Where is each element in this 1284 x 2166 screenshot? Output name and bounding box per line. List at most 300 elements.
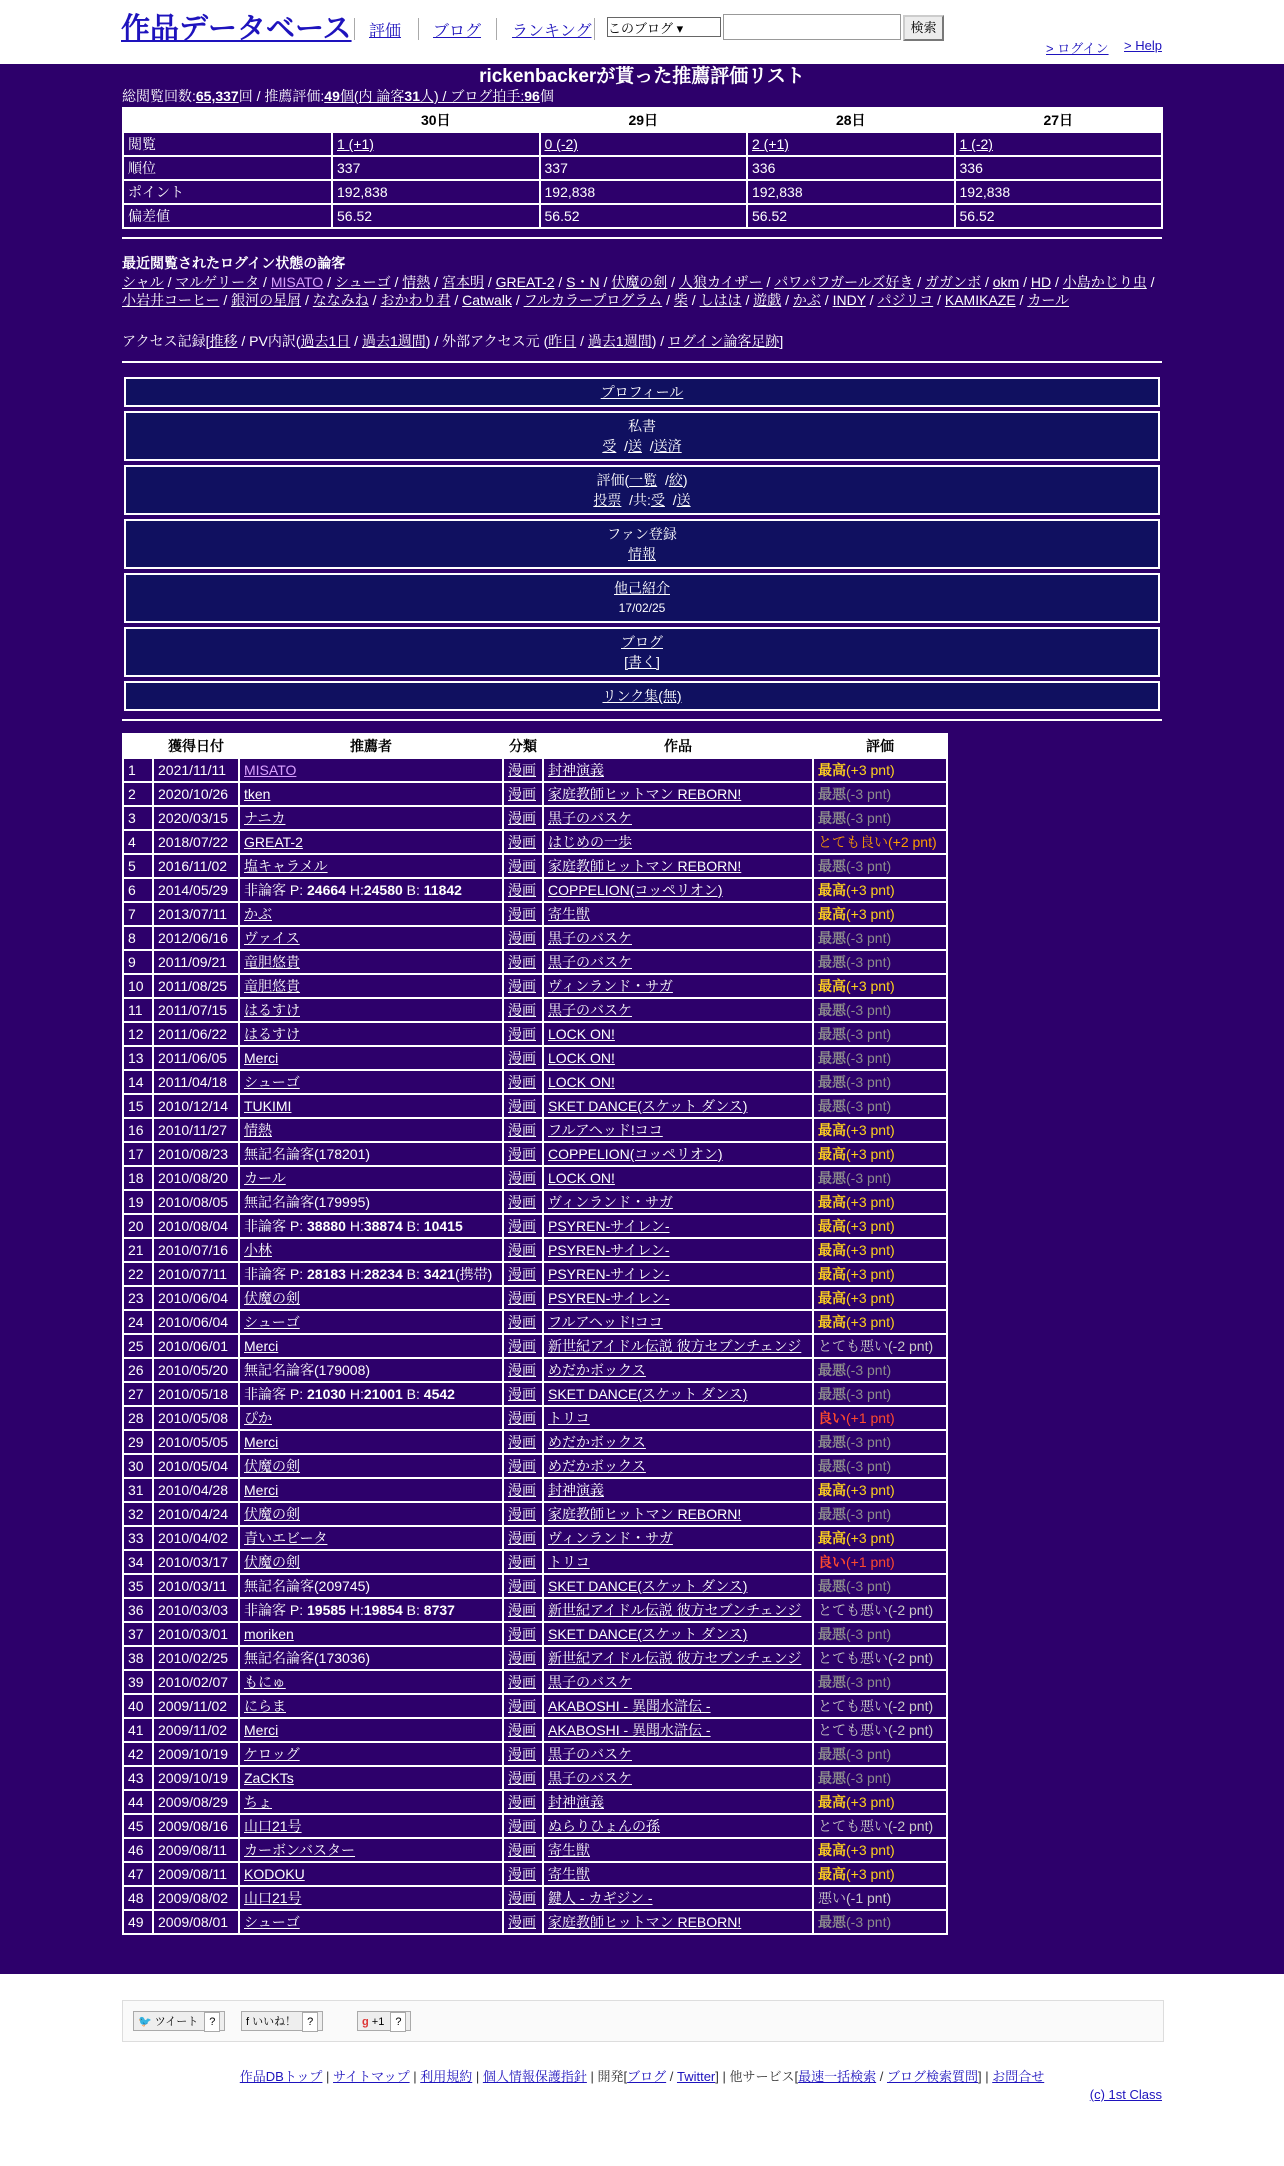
shared-send-link[interactable]: 送 [676, 492, 691, 508]
recommender-link[interactable]: Merci [244, 1050, 279, 1066]
row-number: 19 [123, 1190, 153, 1214]
work-link[interactable]: ぬらりひょんの孫 [548, 1818, 660, 1834]
category-link[interactable]: 漫画 [508, 1866, 536, 1882]
work-link[interactable]: AKABOSHI - 異聞水滸伝 - [548, 1722, 711, 1738]
category-link[interactable]: 漫画 [508, 1530, 536, 1546]
row-evaluation [813, 1886, 947, 1910]
category-link[interactable]: 漫画 [508, 858, 536, 874]
access-trend-link[interactable]: 推移 [209, 333, 238, 349]
work-link[interactable]: LOCK ON! [548, 1170, 615, 1186]
work-link[interactable]: PSYREN-サイレン- [548, 1266, 670, 1282]
footer-privacy-link[interactable]: 個人情報保護指針 [482, 2069, 587, 2084]
recommender-link[interactable]: Merci [244, 1482, 279, 1498]
category-link[interactable]: 漫画 [508, 1770, 536, 1786]
recommender-link[interactable]: ナニカ [244, 810, 286, 826]
work-link[interactable]: めだかボックス [548, 1362, 646, 1378]
category-link[interactable]: 漫画 [508, 1098, 536, 1114]
rating-filter-link[interactable]: 絞 [668, 472, 683, 488]
recommender-link[interactable]: ケロッグ [244, 1746, 300, 1762]
total-views-link[interactable]: 65,337 [195, 88, 239, 104]
recommender-link[interactable]: 伏魔の剣 [244, 1506, 300, 1522]
evaluation-points: (+3 pnt) [846, 1266, 895, 1282]
recent-user-link[interactable]: 宮本明 [441, 274, 484, 290]
work-link[interactable]: 黒子のバスケ [548, 1674, 632, 1690]
table-row [123, 1190, 947, 1214]
anonymous-label: 無記名論客(173036) [244, 1650, 371, 1666]
row-recommender [239, 1454, 503, 1478]
recent-user-link[interactable]: MISATO [270, 274, 324, 290]
evaluation-label: 最高 [818, 1866, 846, 1882]
evaluation-points: (+3 pnt) [846, 1242, 895, 1258]
footer-blog-search-link[interactable]: ブログ検索質問 [886, 2069, 978, 2084]
recommender-link[interactable]: はるすけ [244, 1026, 300, 1042]
footer-twitter-link[interactable]: Twitter [676, 2069, 716, 2084]
row-evaluation [813, 1742, 947, 1766]
table-row [123, 1886, 947, 1910]
work-link[interactable]: AKABOSHI - 異聞水滸伝 - [548, 1698, 711, 1714]
recommender-link[interactable]: シューゴ [244, 1914, 300, 1930]
recommender-link[interactable]: moriken [244, 1626, 294, 1642]
category-link[interactable]: 漫画 [508, 1338, 536, 1354]
recent-user-link[interactable]: フルカラープログラム [523, 292, 663, 308]
recommender-link[interactable]: シューゴ [244, 1074, 300, 1090]
work-link[interactable]: はじめの一歩 [548, 834, 632, 850]
recommender-link[interactable]: tken [244, 786, 271, 802]
recent-user-link[interactable]: ななみね [312, 292, 369, 308]
row-recommender [239, 1046, 503, 1070]
views-link[interactable]: 0 (-2) [544, 136, 578, 152]
row-category [503, 1334, 543, 1358]
row-number: 20 [123, 1214, 153, 1238]
category-link[interactable]: 漫画 [508, 762, 536, 778]
category-link[interactable]: 漫画 [508, 1002, 536, 1018]
login-link[interactable]: > ログイン [1046, 41, 1109, 56]
recommendations-table [122, 733, 948, 1935]
copyright[interactable]: (c) 1st Class [1089, 2087, 1162, 2102]
search-button[interactable]: 検索 [903, 15, 944, 41]
work-link[interactable]: 黒子のバスケ [548, 1770, 632, 1786]
category-link[interactable]: 漫画 [508, 1026, 536, 1042]
recent-user-link[interactable]: 伏魔の剣 [611, 274, 668, 290]
pv-1week-link[interactable]: 過去1週間 [361, 333, 426, 349]
category-link[interactable]: 漫画 [508, 978, 536, 994]
row-number: 5 [123, 854, 153, 878]
row-date: 2010/04/28 [153, 1478, 239, 1502]
row-evaluation [813, 1502, 947, 1526]
recommender-link[interactable]: シューゴ [244, 1314, 300, 1330]
recent-user-link[interactable]: パジリコ [877, 292, 934, 308]
category-link[interactable]: 漫画 [508, 1434, 536, 1450]
recent-user-link[interactable]: Catwalk [462, 292, 512, 308]
recommender-link[interactable]: 青いエビータ [244, 1530, 328, 1546]
row-category [503, 1862, 543, 1886]
evaluation-label: 最悪 [818, 1770, 846, 1786]
anonymous-label: 非論客 P: [244, 882, 308, 898]
recommender-link[interactable]: Merci [244, 1722, 279, 1738]
footer-top-link[interactable]: 作品DBトップ [239, 2069, 323, 2084]
recent-user-link[interactable]: S・N [566, 274, 600, 290]
work-link[interactable]: ヴィンランド・サガ [548, 978, 673, 994]
category-link[interactable]: 漫画 [508, 1746, 536, 1762]
views-link[interactable]: 2 (+1) [752, 136, 789, 152]
site-logo[interactable]: 作品データベース [121, 13, 352, 45]
row-work [543, 1622, 813, 1646]
recommender-link[interactable]: TUKIMI [244, 1098, 292, 1114]
recent-user-link[interactable]: パワパフガールズ好き [774, 274, 914, 290]
recent-user-link[interactable]: GREAT-2 [495, 274, 555, 290]
table-row [123, 1790, 947, 1814]
category-link[interactable]: 漫画 [508, 1506, 536, 1522]
links-link[interactable]: リンク集(無) [602, 688, 682, 704]
anon-h-value: 24580 [363, 882, 403, 898]
row-evaluation [813, 1526, 947, 1550]
row-number: 36 [123, 1598, 153, 1622]
category-link[interactable]: 漫画 [508, 1842, 536, 1858]
anonymous-label: 無記名論客(178201) [244, 1146, 371, 1162]
work-link[interactable]: 黒子のバスケ [548, 1002, 632, 1018]
recommender-link[interactable]: 竜胆悠貴 [244, 954, 300, 970]
category-link[interactable]: 漫画 [508, 954, 536, 970]
footer-contact-link[interactable]: お問合せ [992, 2069, 1045, 2084]
tweet-button[interactable]: 🐦 ツイート ? [133, 2011, 225, 2031]
nav-rating[interactable]: 評価 [369, 23, 402, 40]
recs-header: 分類 [503, 734, 543, 758]
recent-user-link[interactable]: 人狼カイザー [678, 274, 763, 290]
row-recommender [239, 1022, 503, 1046]
work-link[interactable]: フルアヘッド!ココ [548, 1122, 663, 1138]
category-link[interactable]: 漫画 [508, 786, 536, 802]
category-link[interactable]: 漫画 [508, 1458, 536, 1474]
recommender-link[interactable]: ヴァイス [244, 930, 300, 946]
row-category [503, 1886, 543, 1910]
row-category [503, 1430, 543, 1454]
recommender-link[interactable]: かぶ [244, 906, 272, 922]
evaluation-label: 最高 [818, 906, 846, 922]
evaluation-points: (-3 pnt) [846, 1578, 892, 1594]
work-link[interactable]: PSYREN-サイレン- [548, 1218, 670, 1234]
work-link[interactable]: 黒子のバスケ [548, 1746, 632, 1762]
menu-links [124, 681, 1160, 711]
work-link[interactable]: SKET DANCE(スケット ダンス) [548, 1098, 748, 1114]
help-link[interactable]: > Help [1124, 38, 1162, 53]
table-row [123, 1574, 947, 1598]
work-link[interactable]: トリコ [548, 1554, 590, 1570]
footer-dev-blog-link[interactable]: ブログ [627, 2069, 667, 2084]
work-link[interactable]: COPPELION(コッペリオン) [548, 1146, 723, 1162]
recent-user-link[interactable]: INDY [832, 292, 866, 308]
row-recommender [239, 1142, 503, 1166]
row-work [543, 1718, 813, 1742]
row-category [503, 1694, 543, 1718]
category-link[interactable]: 漫画 [508, 930, 536, 946]
row-work [543, 1790, 813, 1814]
ref-yesterday-link[interactable]: 昨日 [548, 333, 577, 349]
recommender-link[interactable]: 小林 [244, 1242, 272, 1258]
row-recommender [239, 1286, 503, 1310]
recommender-link[interactable]: 伏魔の剣 [244, 1458, 300, 1474]
pv-1day-link[interactable]: 過去1日 [300, 333, 351, 349]
evaluation-points: (+3 pnt) [846, 1530, 895, 1546]
category-link[interactable]: 漫画 [508, 1218, 536, 1234]
category-link[interactable]: 漫画 [508, 1170, 536, 1186]
row-recommender [239, 1406, 503, 1430]
category-link[interactable]: 漫画 [508, 1290, 536, 1306]
views-link[interactable]: 1 (+1) [337, 136, 374, 152]
row-work [543, 1094, 813, 1118]
category-link[interactable]: 漫画 [508, 1410, 536, 1426]
fan-info-link[interactable]: 情報 [628, 546, 656, 562]
work-link[interactable]: 家庭教師ヒットマン REBORN! [548, 1914, 742, 1930]
evaluation-points: (+1 pnt) [846, 1554, 895, 1570]
recent-user-link[interactable]: HD [1030, 274, 1052, 290]
work-link[interactable]: PSYREN-サイレン- [548, 1290, 670, 1306]
divider [122, 237, 1162, 239]
recommender-link[interactable]: 伏魔の剣 [244, 1554, 300, 1570]
daily-row-views: 閲覧 1 (+1) 0 (-2) 2 (+1) 1 (-2) [123, 132, 1162, 156]
work-link[interactable]: LOCK ON! [548, 1074, 615, 1090]
recommender-link[interactable]: 塩キャラメル [244, 858, 328, 874]
category-link[interactable]: 漫画 [508, 1626, 536, 1642]
row-number: 33 [123, 1526, 153, 1550]
recommender-link[interactable]: Merci [244, 1338, 279, 1354]
recommender-link[interactable]: KODOKU [244, 1866, 305, 1882]
category-link[interactable]: 漫画 [508, 1578, 536, 1594]
recent-user-link[interactable]: おかわり君 [380, 292, 451, 308]
recent-user-link[interactable]: 銀河の星屑 [231, 292, 302, 308]
nav-blog[interactable]: ブログ [433, 23, 482, 40]
category-link[interactable]: 漫画 [508, 1602, 536, 1618]
recent-user-link[interactable]: カール [1027, 292, 1070, 308]
recommender-link[interactable]: MISATO [244, 762, 297, 778]
footer-fast-search-link[interactable]: 最速一括検索 [798, 2069, 877, 2084]
category-link[interactable]: 漫画 [508, 1914, 536, 1930]
work-link[interactable]: 鍵人 - カギジン - [548, 1890, 653, 1906]
row-recommender [239, 1238, 503, 1262]
work-link[interactable]: ヴィンランド・サガ [548, 1194, 673, 1210]
work-link[interactable]: SKET DANCE(スケット ダンス) [548, 1386, 748, 1402]
category-link[interactable]: 漫画 [508, 1146, 536, 1162]
row-number: 8 [123, 926, 153, 950]
work-link[interactable]: LOCK ON! [548, 1026, 615, 1042]
evaluation-points: (-3 pnt) [846, 1386, 892, 1402]
recommender-link[interactable]: カール [244, 1170, 286, 1186]
work-link[interactable]: 家庭教師ヒットマン REBORN! [548, 786, 742, 802]
inbox-link[interactable]: 受 [602, 438, 617, 454]
evaluation-points: (-3 pnt) [846, 954, 892, 970]
work-link[interactable]: 寄生獣 [548, 1866, 590, 1882]
recent-user-link[interactable]: マルゲリータ [175, 274, 260, 290]
vote-link[interactable]: 投票 [593, 492, 622, 508]
plusone-button[interactable]: g +1 ? [357, 2011, 411, 2031]
recommender-link[interactable]: カーボンバスター [244, 1842, 356, 1858]
table-row [123, 782, 947, 806]
shared-recv-link[interactable]: 受 [650, 492, 665, 508]
send-link[interactable]: 送 [628, 438, 642, 454]
recent-user-link[interactable]: 遊戯 [753, 292, 782, 308]
recent-user-link[interactable]: 柴 [673, 292, 688, 308]
row-work [543, 902, 813, 926]
row-category [503, 1022, 543, 1046]
evaluation-label: 最悪 [818, 1746, 846, 1762]
recommender-link[interactable]: 山口21号 [244, 1890, 302, 1906]
recommender-link[interactable]: はるすけ [244, 1002, 300, 1018]
recent-user-link[interactable]: 小岩井コーヒー [122, 292, 220, 308]
work-link[interactable]: 新世紀アイドル伝説 彼方セブンチェンジ [548, 1602, 802, 1618]
table-row [123, 1070, 947, 1094]
footer-sitemap-link[interactable]: サイトマップ [333, 2069, 410, 2084]
recommender-link[interactable]: 山口21号 [244, 1818, 302, 1834]
category-link[interactable]: 漫画 [508, 1818, 536, 1834]
recent-user-link[interactable]: シャル [122, 274, 164, 290]
recommender-link[interactable]: 情熱 [244, 1122, 272, 1138]
row-date: 2010/02/07 [153, 1670, 239, 1694]
evaluation-label: 最高 [818, 1266, 846, 1282]
recent-user-link[interactable]: 情熱 [402, 274, 431, 290]
rec-count-link[interactable]: 49個(内 論客31人) / ブログ拍手: [324, 88, 525, 104]
work-link[interactable]: 新世紀アイドル伝説 彼方セブンチェンジ [548, 1650, 802, 1666]
work-link[interactable]: 黒子のバスケ [548, 810, 632, 826]
recent-user-link[interactable]: シューゴ [334, 274, 391, 290]
work-link[interactable]: 封神演義 [548, 1794, 604, 1810]
table-row [123, 998, 947, 1022]
work-link[interactable]: SKET DANCE(スケット ダンス) [548, 1578, 748, 1594]
category-link[interactable]: 漫画 [508, 1242, 536, 1258]
recommender-link[interactable]: ちょ [244, 1794, 272, 1810]
category-link[interactable]: 漫画 [508, 1650, 536, 1666]
evaluation-points: (-3 pnt) [846, 1074, 892, 1090]
table-row [123, 1862, 947, 1886]
evaluation-label: 最悪 [818, 1002, 846, 1018]
work-link[interactable]: 家庭教師ヒットマン REBORN! [548, 1506, 742, 1522]
category-link[interactable]: 漫画 [508, 1722, 536, 1738]
work-link[interactable]: 黒子のバスケ [548, 954, 632, 970]
category-link[interactable]: 漫画 [508, 1482, 536, 1498]
category-link[interactable]: 漫画 [508, 1074, 536, 1090]
rating-list-link[interactable]: 一覧 [629, 472, 658, 488]
row-date: 2020/10/26 [153, 782, 239, 806]
category-link[interactable]: 漫画 [508, 1194, 536, 1210]
recent-user-link[interactable]: しはは [699, 292, 742, 308]
work-link[interactable]: SKET DANCE(スケット ダンス) [548, 1626, 748, 1642]
work-link[interactable]: めだかボックス [548, 1458, 646, 1474]
category-link[interactable]: 漫画 [508, 1362, 536, 1378]
search-scope-select[interactable]: このブログ ▾ [607, 17, 721, 37]
recent-user-link[interactable]: かぶ [792, 292, 821, 308]
work-link[interactable]: 家庭教師ヒットマン REBORN! [548, 858, 742, 874]
work-link[interactable]: LOCK ON! [548, 1050, 615, 1066]
work-link[interactable]: PSYREN-サイレン- [548, 1242, 670, 1258]
recent-user-link[interactable]: 小島かじり虫 [1062, 274, 1147, 290]
recommender-link[interactable]: にらま [244, 1698, 286, 1714]
row-date: 2010/03/11 [153, 1574, 239, 1598]
category-link[interactable]: 漫画 [508, 1794, 536, 1810]
recommender-link[interactable]: ぴか [244, 1410, 272, 1426]
category-link[interactable]: 漫画 [508, 1314, 536, 1330]
row-work [543, 1478, 813, 1502]
category-link[interactable]: 漫画 [508, 1122, 536, 1138]
recent-user-link[interactable]: okm [992, 274, 1020, 290]
search-input[interactable] [723, 14, 901, 40]
recommender-link[interactable]: Merci [244, 1434, 279, 1450]
category-link[interactable]: 漫画 [508, 834, 536, 850]
row-recommender: 非論客 P: 21030 H:21001 B: 4542 [239, 1382, 503, 1406]
evaluation-label: 最高 [818, 882, 846, 898]
recommender-link[interactable]: ZaCKTs [244, 1770, 294, 1786]
menu-blog [124, 627, 1160, 677]
table-row [123, 1238, 947, 1262]
blog-link[interactable]: ブログ [621, 634, 663, 650]
category-link[interactable]: 漫画 [508, 1890, 536, 1906]
row-recommender [239, 1118, 503, 1142]
category-link[interactable]: 漫画 [508, 1050, 536, 1066]
work-link[interactable]: 黒子のバスケ [548, 930, 632, 946]
clap-link[interactable]: 96 [524, 88, 540, 104]
anonymous-label: 無記名論客(179008) [244, 1362, 371, 1378]
evaluation-label: 最悪 [818, 1050, 846, 1066]
recommender-link[interactable]: 竜胆悠貴 [244, 978, 300, 994]
category-link[interactable]: 漫画 [508, 1386, 536, 1402]
work-link[interactable]: 封神演義 [548, 762, 604, 778]
category-link[interactable]: 漫画 [508, 882, 536, 898]
sent-link[interactable]: 送済 [653, 438, 682, 454]
row-category [503, 1238, 543, 1262]
category-link[interactable]: 漫画 [508, 1674, 536, 1690]
intro-link[interactable]: 他己紹介 [614, 580, 670, 596]
work-link[interactable]: 封神演義 [548, 1482, 604, 1498]
work-link[interactable]: COPPELION(コッペリオン) [548, 882, 723, 898]
row-work [543, 1550, 813, 1574]
recommender-link[interactable]: もにゅ [244, 1674, 286, 1690]
recommender-link[interactable]: GREAT-2 [244, 834, 303, 850]
row-category [503, 1766, 543, 1790]
recommender-link[interactable]: 伏魔の剣 [244, 1290, 300, 1306]
evaluation-points: (+3 pnt) [846, 1122, 895, 1138]
like-button[interactable]: f いいね！ ? [241, 2011, 323, 2031]
work-link[interactable]: 寄生獣 [548, 906, 590, 922]
work-link[interactable]: 新世紀アイドル伝説 彼方セブンチェンジ [548, 1338, 802, 1354]
evaluation-points: (+3 pnt) [846, 1866, 895, 1882]
work-link[interactable]: フルアヘッド!ココ [548, 1314, 663, 1330]
login-footprint-link[interactable]: ログイン論客足跡 [668, 333, 780, 349]
category-link[interactable]: 漫画 [508, 810, 536, 826]
blog-write-link[interactable]: [書く] [624, 654, 660, 670]
evaluation-label: 最悪 [818, 1578, 846, 1594]
category-link[interactable]: 漫画 [508, 906, 536, 922]
work-link[interactable]: トリコ [548, 1410, 590, 1426]
category-link[interactable]: 漫画 [508, 1554, 536, 1570]
work-link[interactable]: ヴィンランド・サガ [548, 1530, 673, 1546]
row-date: 2010/05/08 [153, 1406, 239, 1430]
nav-ranking[interactable]: ランキング [512, 23, 592, 40]
ref-1week-link[interactable]: 過去1週間 [587, 333, 652, 349]
category-link[interactable]: 漫画 [508, 1266, 536, 1282]
row-work [543, 782, 813, 806]
views-link[interactable]: 1 (-2) [959, 136, 993, 152]
row-category [503, 1814, 543, 1838]
category-link[interactable]: 漫画 [508, 1698, 536, 1714]
work-link[interactable]: めだかボックス [548, 1434, 646, 1450]
footer-terms-link[interactable]: 利用規約 [420, 2069, 473, 2084]
recent-user-link[interactable]: ガガンボ [925, 274, 982, 290]
row-evaluation [813, 758, 947, 782]
recent-user-link[interactable]: KAMIKAZE [944, 292, 1016, 308]
table-row [123, 1454, 947, 1478]
row-recommender [239, 1646, 503, 1670]
row-recommender [239, 1790, 503, 1814]
work-link[interactable]: 寄生獣 [548, 1842, 590, 1858]
row-work [543, 1022, 813, 1046]
profile-link[interactable]: プロフィール [600, 384, 684, 400]
